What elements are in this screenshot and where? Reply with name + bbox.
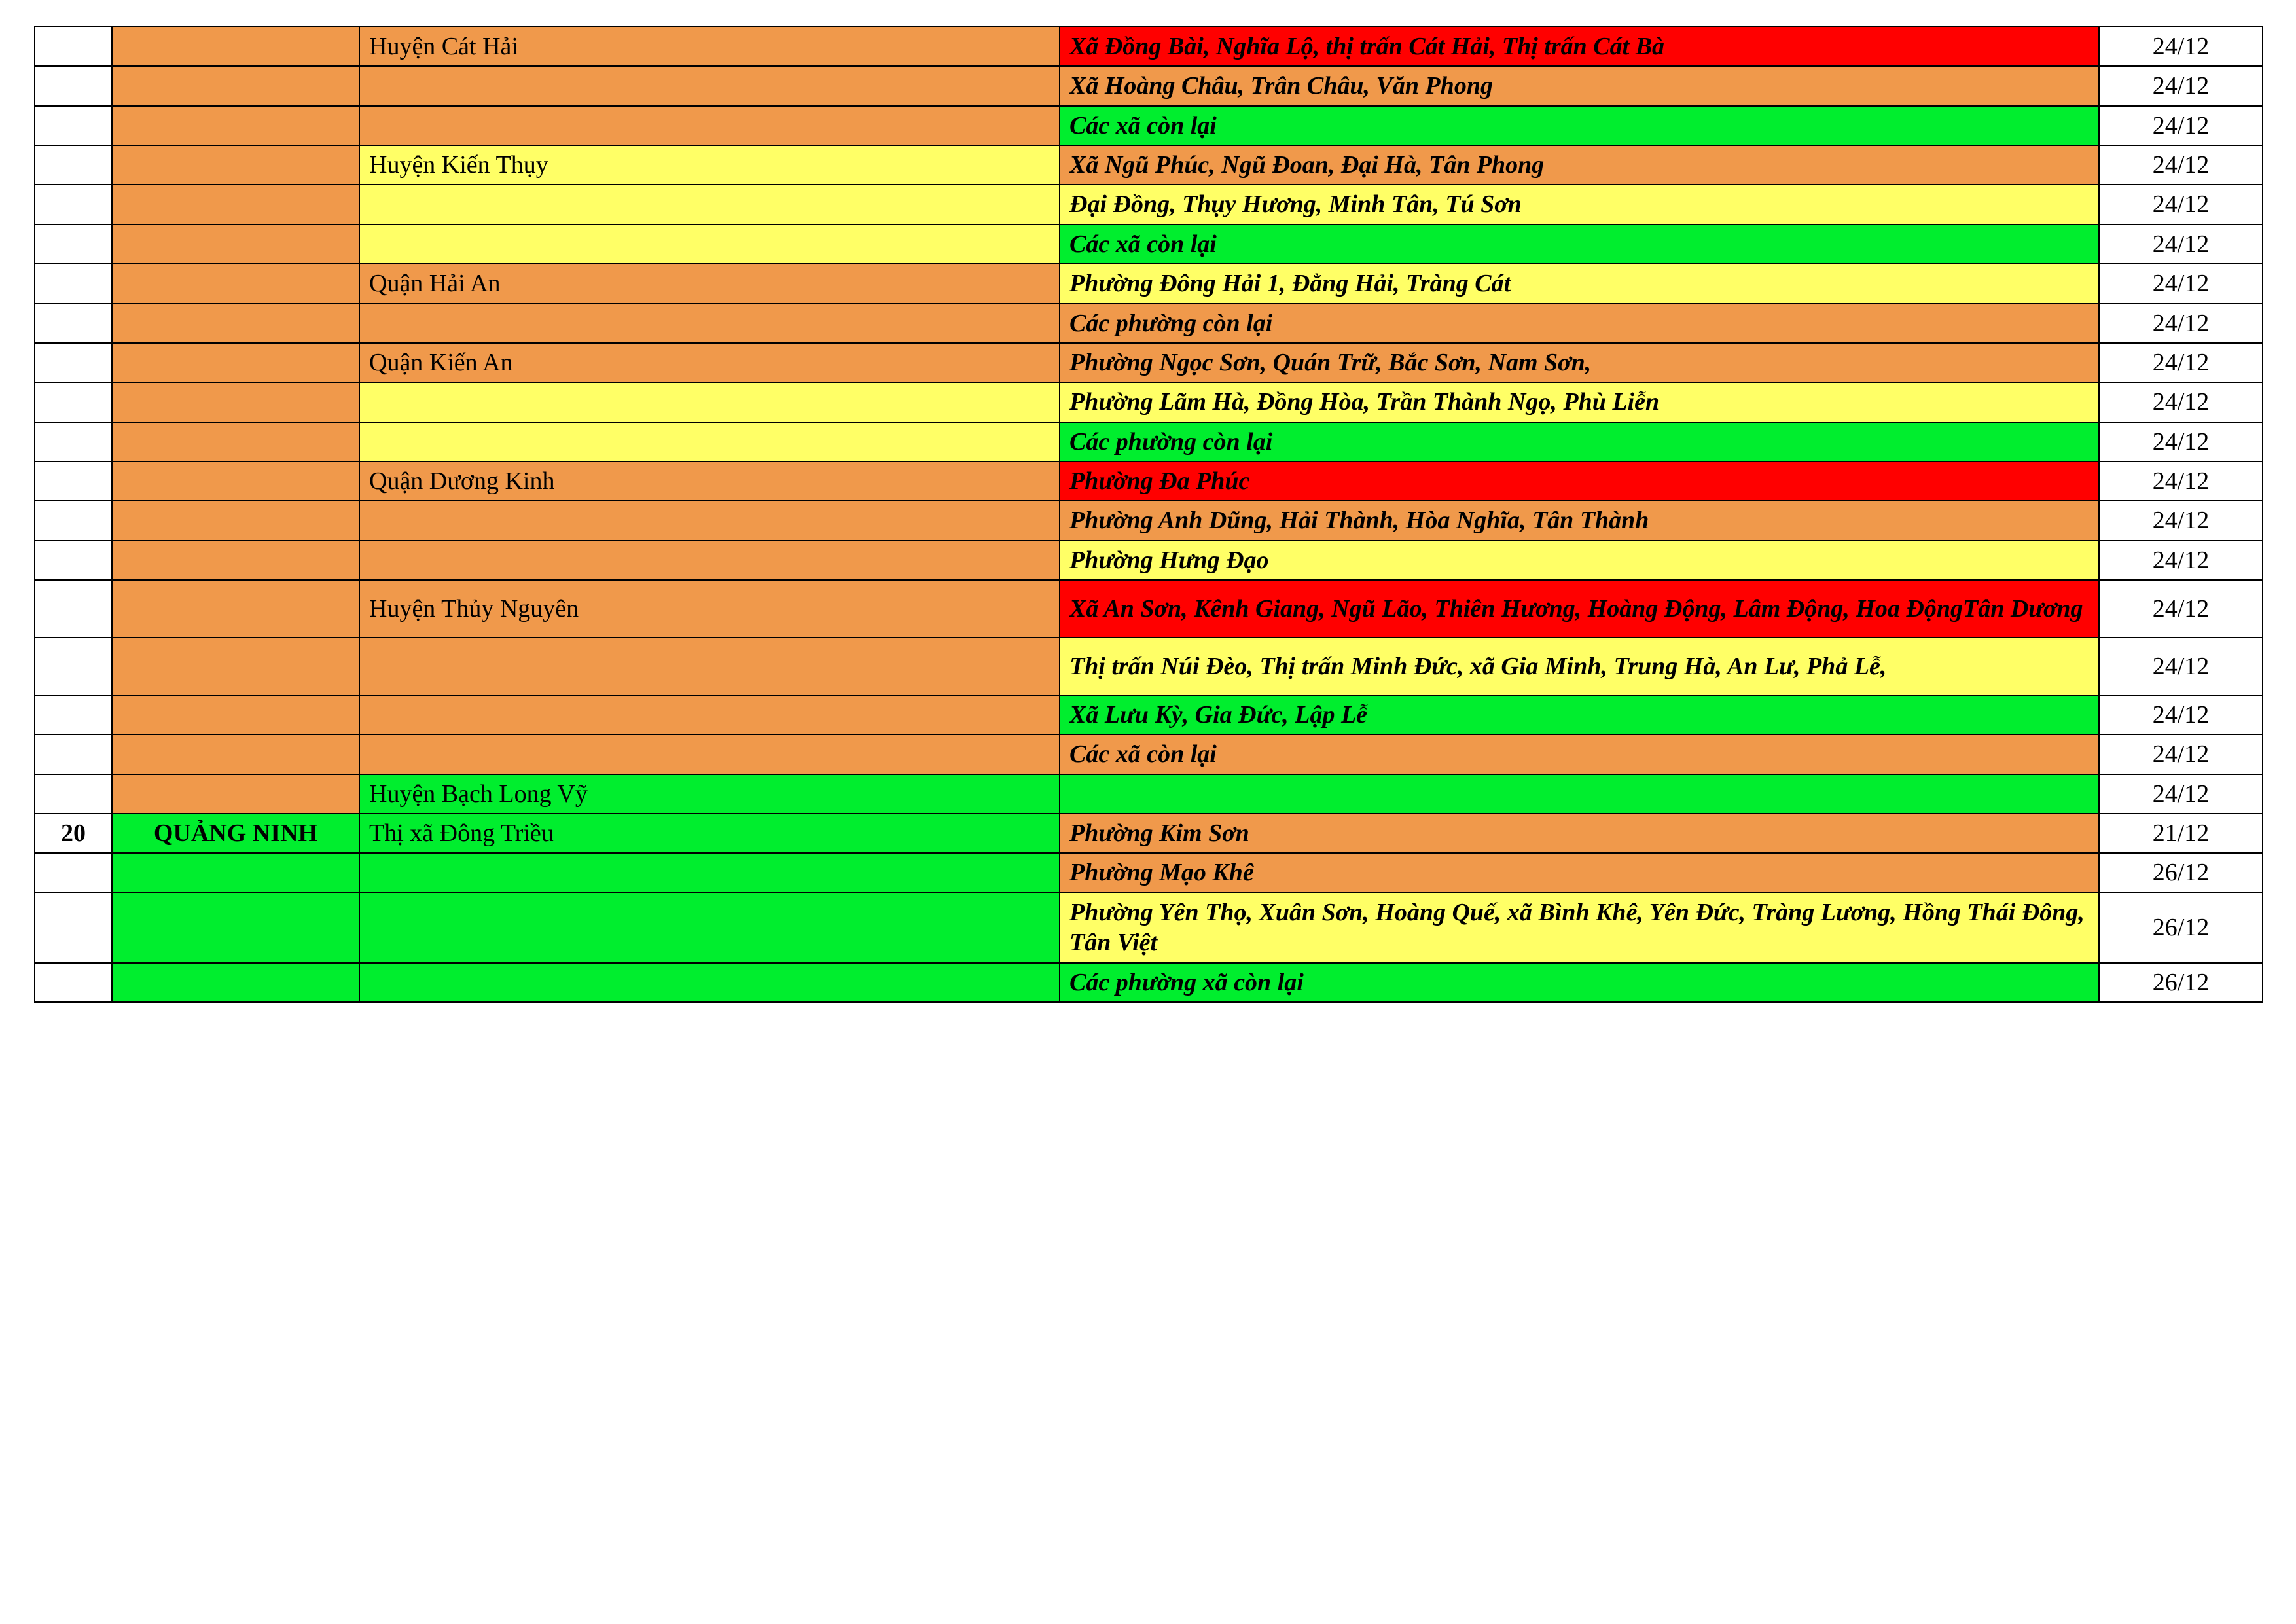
cell-province [112, 66, 359, 105]
cell-district: Huyện Kiến Thụy [359, 145, 1060, 185]
cell-date: 24/12 [2099, 343, 2263, 382]
cell-date: 24/12 [2099, 695, 2263, 734]
cell-district [359, 541, 1060, 580]
table-row [35, 501, 2263, 540]
cell-stt [35, 27, 112, 66]
table-row [35, 185, 2263, 224]
table-row [35, 695, 2263, 734]
cell-province [112, 422, 359, 461]
cell-district: Quận Kiến An [359, 343, 1060, 382]
cell-stt [35, 422, 112, 461]
risk-zone-table [34, 26, 2263, 1003]
cell-stt [35, 963, 112, 1002]
cell-province [112, 501, 359, 540]
cell-date: 26/12 [2099, 853, 2263, 892]
table-row [35, 541, 2263, 580]
cell-date: 24/12 [2099, 106, 2263, 145]
cell-wards: Phường Mạo Khê [1060, 853, 2099, 892]
cell-wards: Các phường còn lại [1060, 304, 2099, 343]
cell-wards [1060, 774, 2099, 814]
table-row [35, 814, 2263, 853]
cell-province [112, 695, 359, 734]
cell-stt [35, 145, 112, 185]
cell-province [112, 461, 359, 501]
cell-wards: Phường Lãm Hà, Đồng Hòa, Trần Thành Ngọ, Phù Liễn [1060, 382, 2099, 422]
table-row [35, 893, 2263, 963]
table-row [35, 461, 2263, 501]
table-row [35, 382, 2263, 422]
cell-district [359, 225, 1060, 264]
table-row [35, 66, 2263, 105]
cell-wards: Phường Yên Thọ, Xuân Sơn, Hoàng Quế, xã Bình Khê, Yên Đức, Tràng Lương, Hồng Thái Đông, Tân Việt [1060, 893, 2099, 963]
table-row [35, 774, 2263, 814]
cell-district: Quận Hải An [359, 264, 1060, 303]
cell-province [112, 27, 359, 66]
cell-wards: Xã Lưu Kỳ, Gia Đức, Lập Lễ [1060, 695, 2099, 734]
cell-district [359, 853, 1060, 892]
cell-stt [35, 893, 112, 963]
table-row [35, 145, 2263, 185]
cell-province [112, 963, 359, 1002]
cell-stt [35, 382, 112, 422]
cell-district [359, 382, 1060, 422]
cell-province [112, 304, 359, 343]
cell-stt [35, 106, 112, 145]
cell-wards: Phường Đông Hải 1, Đằng Hải, Tràng Cát [1060, 264, 2099, 303]
cell-stt [35, 853, 112, 892]
cell-wards: Xã Hoàng Châu, Trân Châu, Văn Phong [1060, 66, 2099, 105]
table-row [35, 422, 2263, 461]
cell-stt [35, 343, 112, 382]
cell-wards: Các xã còn lại [1060, 734, 2099, 774]
cell-date: 24/12 [2099, 382, 2263, 422]
cell-district [359, 963, 1060, 1002]
cell-province [112, 638, 359, 695]
cell-province [112, 774, 359, 814]
cell-date: 24/12 [2099, 145, 2263, 185]
cell-date: 24/12 [2099, 422, 2263, 461]
cell-province [112, 580, 359, 638]
cell-stt [35, 461, 112, 501]
cell-province [112, 106, 359, 145]
cell-date: 24/12 [2099, 66, 2263, 105]
cell-stt [35, 304, 112, 343]
cell-date: 24/12 [2099, 264, 2263, 303]
cell-province [112, 541, 359, 580]
cell-stt [35, 185, 112, 224]
cell-wards: Các xã còn lại [1060, 106, 2099, 145]
cell-date: 24/12 [2099, 304, 2263, 343]
table-row [35, 734, 2263, 774]
cell-stt [35, 638, 112, 695]
cell-date: 21/12 [2099, 814, 2263, 853]
cell-district: Quận Dương Kinh [359, 461, 1060, 501]
cell-district [359, 66, 1060, 105]
cell-district [359, 893, 1060, 963]
cell-stt [35, 541, 112, 580]
cell-stt [35, 264, 112, 303]
cell-date: 24/12 [2099, 225, 2263, 264]
cell-district [359, 106, 1060, 145]
cell-stt [35, 225, 112, 264]
table-row [35, 225, 2263, 264]
cell-district: Huyện Bạch Long Vỹ [359, 774, 1060, 814]
cell-province [112, 893, 359, 963]
table-row [35, 343, 2263, 382]
cell-wards: Xã Đồng Bài, Nghĩa Lộ, thị trấn Cát Hải, Thị trấn Cát Bà [1060, 27, 2099, 66]
cell-date: 26/12 [2099, 963, 2263, 1002]
cell-wards: Đại Đồng, Thụy Hương, Minh Tân, Tú Sơn [1060, 185, 2099, 224]
cell-district: Huyện Thủy Nguyên [359, 580, 1060, 638]
cell-date: 24/12 [2099, 541, 2263, 580]
cell-province [112, 343, 359, 382]
cell-wards: Các xã còn lại [1060, 225, 2099, 264]
cell-wards: Phường Anh Dũng, Hải Thành, Hòa Nghĩa, Tân Thành [1060, 501, 2099, 540]
cell-province [112, 382, 359, 422]
cell-stt [35, 501, 112, 540]
cell-date: 24/12 [2099, 501, 2263, 540]
cell-district [359, 695, 1060, 734]
table-row [35, 264, 2263, 303]
cell-date: 24/12 [2099, 734, 2263, 774]
cell-province [112, 853, 359, 892]
cell-district: Huyện Cát Hải [359, 27, 1060, 66]
cell-date: 24/12 [2099, 774, 2263, 814]
cell-stt: 20 [35, 814, 112, 853]
cell-district [359, 501, 1060, 540]
cell-date: 24/12 [2099, 185, 2263, 224]
table-row [35, 580, 2263, 638]
table-row [35, 304, 2263, 343]
cell-stt [35, 695, 112, 734]
cell-province [112, 145, 359, 185]
cell-stt [35, 580, 112, 638]
cell-wards: Phường Kim Sơn [1060, 814, 2099, 853]
cell-district [359, 422, 1060, 461]
table-row [35, 27, 2263, 66]
cell-district [359, 185, 1060, 224]
cell-wards: Phường Đa Phúc [1060, 461, 2099, 501]
cell-stt [35, 774, 112, 814]
cell-date: 24/12 [2099, 580, 2263, 638]
table-row [35, 106, 2263, 145]
cell-date: 24/12 [2099, 27, 2263, 66]
cell-date: 24/12 [2099, 638, 2263, 695]
table-row [35, 638, 2263, 695]
cell-district [359, 734, 1060, 774]
table-row [35, 853, 2263, 892]
cell-district [359, 304, 1060, 343]
cell-province [112, 734, 359, 774]
cell-wards: Thị trấn Núi Đèo, Thị trấn Minh Đức, xã Gia Minh, Trung Hà, An Lư, Phả Lễ, [1060, 638, 2099, 695]
cell-wards: Xã Ngũ Phúc, Ngũ Đoan, Đại Hà, Tân Phong [1060, 145, 2099, 185]
cell-date: 24/12 [2099, 461, 2263, 501]
cell-wards: Phường Hưng Đạo [1060, 541, 2099, 580]
cell-district: Thị xã Đông Triều [359, 814, 1060, 853]
cell-province [112, 264, 359, 303]
cell-wards: Các phường còn lại [1060, 422, 2099, 461]
cell-province: QUẢNG NINH [112, 814, 359, 853]
cell-province [112, 225, 359, 264]
table-body [35, 27, 2263, 1002]
cell-province [112, 185, 359, 224]
cell-stt [35, 734, 112, 774]
cell-date: 26/12 [2099, 893, 2263, 963]
table-row [35, 963, 2263, 1002]
cell-wards: Các phường xã còn lại [1060, 963, 2099, 1002]
cell-wards: Xã An Sơn, Kênh Giang, Ngũ Lão, Thiên Hương, Hoàng Động, Lâm Động, Hoa ĐộngTân Dương [1060, 580, 2099, 638]
cell-district [359, 638, 1060, 695]
cell-wards: Phường Ngọc Sơn, Quán Trữ, Bắc Sơn, Nam Sơn, [1060, 343, 2099, 382]
cell-stt [35, 66, 112, 105]
